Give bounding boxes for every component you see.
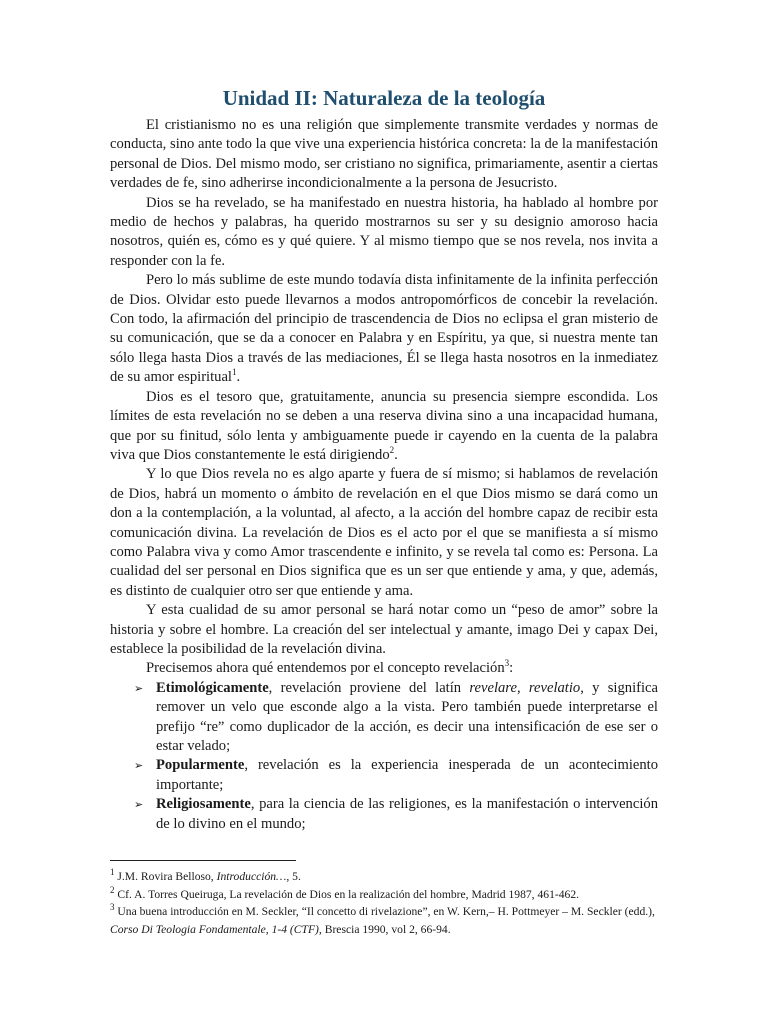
paragraph-text: Y esta cualidad de su amor personal se hará notar como un “peso de amor” sobre la historia y sobre el hombre. La creación del ser intelectual y amante, imago Dei y capax Dei, establece la posibilidad de la revelación divina.	[110, 602, 658, 657]
list-item	[110, 679, 658, 757]
paragraph-tail: .	[236, 369, 241, 386]
footnote-number: 1	[110, 867, 115, 878]
footnote-text: Cf. A. Torres Queiruga, La revelación de Dios en la realización del hombre, Madrid 1987, 461-462.	[114, 887, 580, 901]
list-italic: revelatio	[528, 679, 581, 696]
paragraph-text: El cristianismo no es una religión que simplemente transmite verdades y normas de conducta, sino ante todo la que vive una experiencia histórica concreta: la de la manifestación personal de Dios. Del mismo modo, ser cristiano no significa, primariamente, asentir a ciertas verdades de fe, sino adherirse incondicionalmente a la persona de Jesucristo.	[110, 117, 658, 192]
footnote-separator	[110, 860, 296, 861]
list-italic: revelare	[469, 679, 517, 696]
definition-list	[110, 679, 658, 834]
list-text: , y significa remover un velo que esconde algo a la vista. Pero también puede interpretarse el prefijo “re” como duplicador de la acción, es decir una intensificación de ese ser o estar velado;	[156, 679, 659, 754]
footnote-ref-3[interactable]: 3	[504, 658, 510, 669]
paragraph-text: Pero lo más sublime de este mundo todavía dista infinitamente de la infinita perfección de Dios. Olvidar esto puede llevarnos a modos antropomórficos de concebir la revelación. Con todo, la afirmación del principio de trascendencia de Dios no eclipsa el gran misterio de su comunicación, que se da a conocer en Palabra y en Espíritu, ya que, si nuestra mente tan sólo llega hasta Dios a través de las mediaciones, Él se llega hasta nosotros en la inmediatez de su amor espiritual	[110, 272, 658, 386]
footnote-text: Una buena introducción en M. Seckler, “Il concetto di rivelazione”, en W. Kern,– H. Pottmeyer – M. Seckler (edd.),	[114, 905, 655, 919]
paragraph-2	[110, 194, 658, 272]
footnote-number: 3	[110, 902, 115, 913]
document-page	[110, 84, 658, 834]
footnote-2	[110, 886, 658, 904]
list-term: Popularmente	[156, 757, 245, 774]
footnote-ref-2[interactable]: 2	[389, 445, 395, 456]
paragraph-text: Dios se ha revelado, se ha manifestado en nuestra historia, ha hablado al hombre por medio de hechos y palabras, ha querido mostrarnos su ser y su designio amoroso hacia nosotros, quién es, cómo es y qué quiere. Y al mismo tiempo que se nos revela, nos invita a responder con la fe.	[110, 194, 658, 269]
footnote-italic: Corso Di Teologia Fondamentale, 1-4 (CTF),	[110, 922, 322, 936]
document-title: Unidad II: Naturaleza de la teología	[222, 86, 546, 110]
paragraph-text: Precisemos ahora qué entendemos por el concepto revelación	[146, 660, 505, 677]
list-text: , para la ciencia de las religiones, es la manifestación o intervención de lo divino en el mundo;	[156, 796, 658, 832]
paragraph-3	[110, 271, 658, 387]
footnote-ref-1[interactable]: 1	[232, 367, 237, 378]
paragraph-6	[110, 601, 658, 659]
paragraph-7	[110, 659, 658, 678]
footnote-3	[110, 903, 658, 938]
paragraph-1	[110, 116, 658, 194]
list-item	[110, 795, 658, 834]
paragraph-tail: .	[394, 446, 398, 463]
arrowhead-bullet-icon: ➢	[134, 798, 144, 812]
footnote-text: Brescia 1990, vol 2, 66-94.	[321, 922, 451, 936]
paragraph-4	[110, 388, 658, 466]
arrowhead-bullet-icon: ➢	[134, 681, 144, 695]
footnote-1	[110, 868, 658, 886]
list-term: Religiosamente	[156, 796, 251, 813]
list-text: ,	[516, 679, 529, 696]
footnote-italic: Introducción…	[216, 870, 287, 883]
list-text: , revelación proviene del latín	[268, 679, 470, 696]
paragraph-text: Y lo que Dios revela no es algo aparte y fuera de sí mismo; si hablamos de revelación de Dios, habrá un momento o ámbito de revelación en el que Dios mismo se dará como un don a la contemplación, a la voluntad, al afecto, a la acción del hombre capaz de recibir esta comunicación divina. La revelación de Dios es el acto por el que se manifiesta a sí mismo como Palabra viva y como Amor trascendente e infinito, y se revela tal como es: Persona. La cualidad del ser personal en Dios significa que es un ser que entiende y ama, y que, además, es distinto de cualquier otro ser que entiende y ama.	[110, 466, 658, 599]
footnote-number: 2	[110, 884, 115, 895]
list-term: Etimológicamente	[156, 679, 269, 696]
paragraph-text: Dios es el tesoro que, gratuitamente, anuncia su presencia siempre escondida. Los límites de esta revelación no se deben a una reserva divina sino a una incapacidad humana, que por su finitud, sólo lenta y ambiguamente puede ir cayendo en la cuenta de la palabra viva que Dios constantemente le está dirigiendo	[110, 388, 658, 463]
paragraph-tail: :	[509, 660, 514, 677]
footnote-text: J.M. Rovira Belloso,	[114, 870, 217, 883]
list-text: , revelación es la experiencia inesperada de un acontecimiento importante;	[156, 757, 658, 793]
list-item	[110, 756, 658, 795]
arrowhead-bullet-icon: ➢	[134, 759, 144, 773]
footnote-text: , 5.	[286, 870, 301, 883]
paragraph-5	[110, 465, 658, 601]
footnotes-section	[110, 860, 658, 938]
